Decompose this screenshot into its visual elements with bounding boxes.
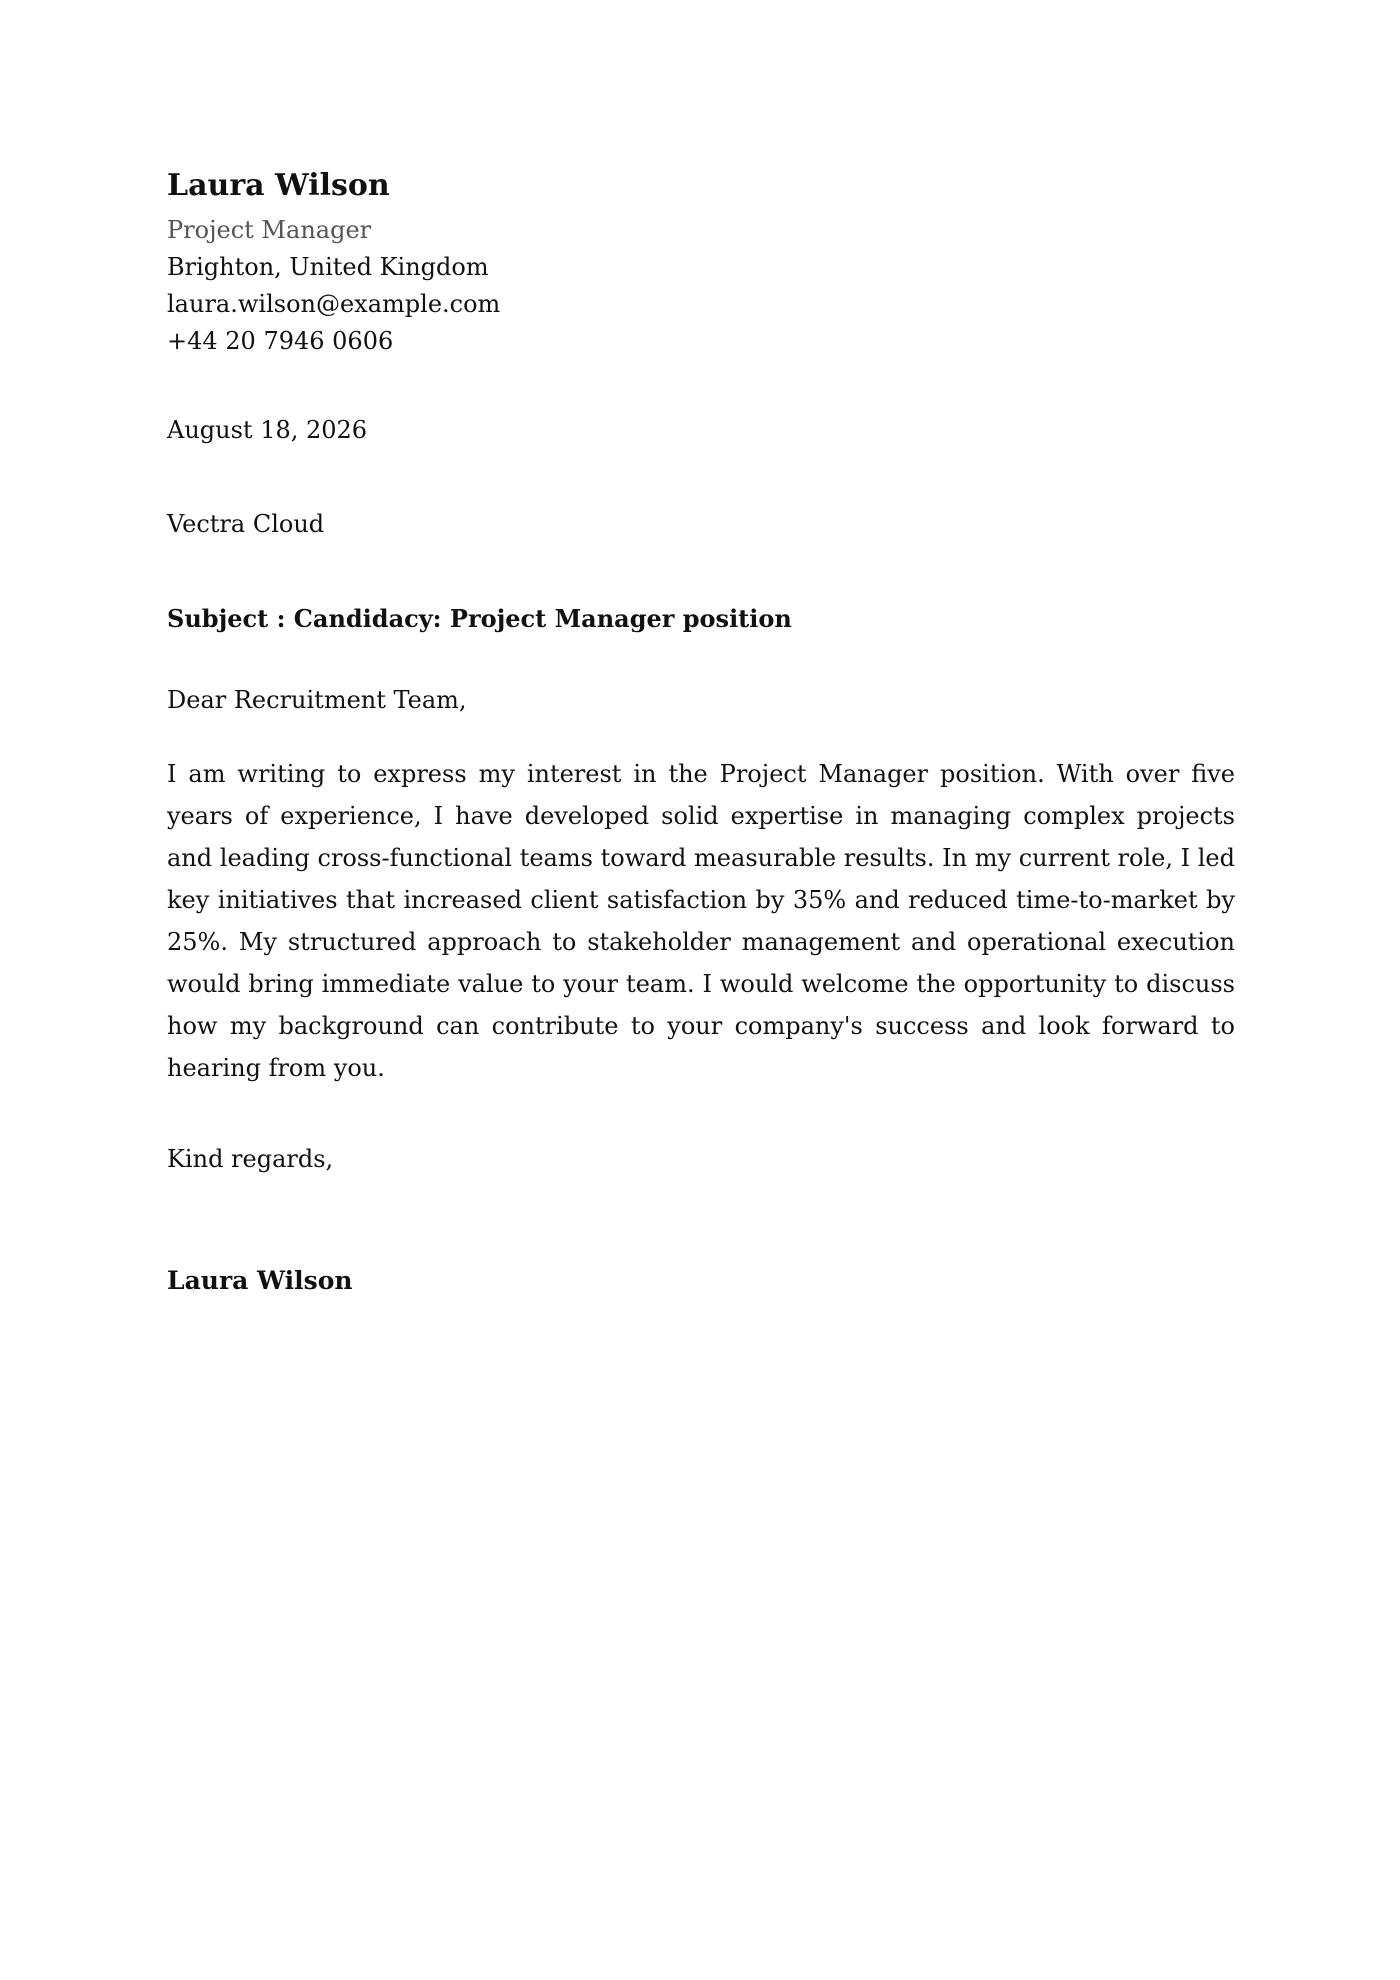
- letter-greeting: Dear Recruitment Team,: [167, 686, 467, 714]
- recipient-company: Vectra Cloud: [167, 510, 325, 538]
- sender-block: [167, 166, 1235, 360]
- sender-phone: +44 20 7946 0606: [167, 327, 394, 355]
- letter-subject: Subject : Candidacy: Project Manager position: [167, 604, 792, 633]
- sender-title: Project Manager: [167, 216, 372, 244]
- sender-name: Laura Wilson: [167, 168, 390, 203]
- sender-location: Brighton, United Kingdom: [167, 253, 489, 281]
- cover-letter: [167, 166, 1235, 1299]
- letter-signature: Laura Wilson: [167, 1266, 353, 1295]
- sender-email: laura.wilson@example.com: [167, 290, 501, 318]
- letter-closing: Kind regards,: [167, 1145, 334, 1173]
- letter-date: August 18, 2026: [167, 416, 368, 444]
- letter-body: I am writing to express my interest in the Project Manager position. With over five years of experience, I have developed solid expertise in managing complex projects and leading cross-functional teams toward measurable results. In my current role, I led key initiatives that increased client satisfaction by 35% and reduced time-to-market by 25%. My structured approach to stakeholder management and operational execution would bring immediate value to your team. I would welcome the opportunity to discuss how my background can contribute to your company's success and look forward to hearing from you.: [167, 760, 1235, 1082]
